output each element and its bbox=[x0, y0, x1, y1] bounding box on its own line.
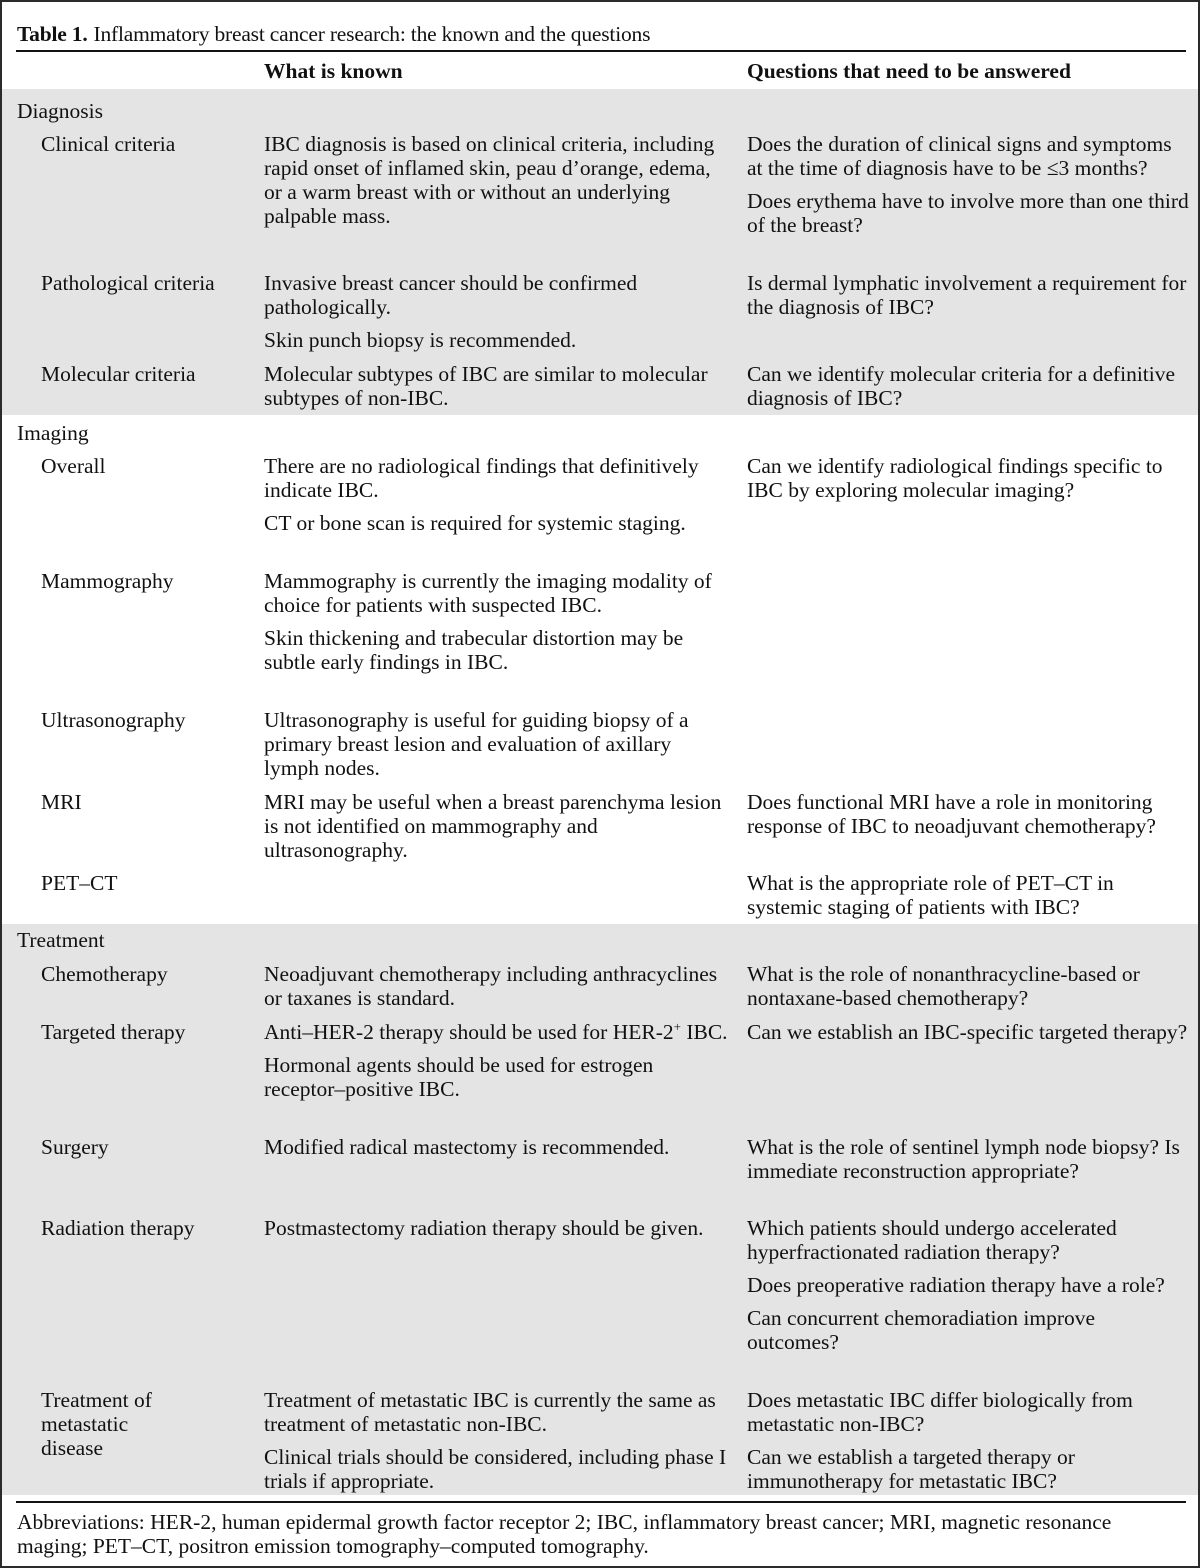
questions-cell bbox=[747, 271, 1192, 319]
known-cell bbox=[264, 1020, 729, 1101]
header-questions: Questions that need to be answered bbox=[747, 59, 1071, 83]
section-imaging bbox=[2, 415, 1198, 924]
question-item: Can we identify radiological findings specific to IBC by exploring molecular imaging? bbox=[747, 454, 1163, 502]
table-caption: Inflammatory breast cancer research: the known and the questions bbox=[93, 22, 651, 46]
question-item: What is the role of nonanthracycline-based or nontaxane-based chemotherapy? bbox=[747, 962, 1140, 1010]
questions-cell bbox=[747, 962, 1192, 1010]
row-category: Pathological criteria bbox=[41, 271, 215, 295]
known-cell bbox=[264, 1388, 729, 1493]
row-category: Overall bbox=[41, 454, 106, 478]
row-category: Ultrasonography bbox=[41, 708, 186, 732]
questions-cell bbox=[747, 1216, 1192, 1354]
question-item: Which patients should undergo accelerated hyperfractionated radiation therapy? bbox=[747, 1216, 1117, 1264]
section-label: Treatment bbox=[17, 928, 105, 952]
known-item: Skin thickening and trabecular distortion may be subtle early findings in IBC. bbox=[264, 626, 684, 674]
question-item: Does the duration of clinical signs and symptoms at the time of diagnosis have to be ≤3 months? bbox=[747, 132, 1172, 180]
header-known: What is known bbox=[264, 59, 403, 83]
row-category: Targeted therapy bbox=[41, 1020, 186, 1044]
known-item: Invasive breast cancer should be confirmed pathologically. bbox=[264, 271, 638, 319]
row-category: Chemotherapy bbox=[41, 962, 168, 986]
row-category: MRI bbox=[41, 790, 82, 814]
known-cell bbox=[264, 569, 729, 674]
question-item: Can we identify molecular criteria for a definitive diagnosis of IBC? bbox=[747, 362, 1176, 410]
questions-cell bbox=[747, 362, 1192, 410]
questions-cell bbox=[747, 454, 1192, 502]
section-label: Imaging bbox=[17, 421, 89, 445]
known-item: Modified radical mastectomy is recommended. bbox=[264, 1135, 670, 1159]
known-cell bbox=[264, 962, 729, 1010]
questions-cell bbox=[747, 871, 1192, 919]
questions-cell bbox=[747, 1020, 1192, 1044]
question-item: What is the role of sentinel lymph node biopsy? Is immediate reconstruction appropriate? bbox=[747, 1135, 1180, 1183]
known-cell bbox=[264, 1216, 729, 1240]
title-rule bbox=[16, 50, 1186, 52]
known-item: Mammography is currently the imaging modality of choice for patients with suspected IBC. bbox=[264, 569, 712, 617]
table-label: Table 1. bbox=[17, 22, 88, 46]
question-item: Does preoperative radiation therapy have a role? bbox=[747, 1273, 1165, 1297]
section-diagnosis bbox=[2, 89, 1198, 415]
known-cell bbox=[264, 454, 729, 535]
row-category: Radiation therapy bbox=[41, 1216, 195, 1240]
known-item: Anti–HER-2 therapy should be used for HER-2+ IBC. bbox=[264, 1018, 728, 1044]
row-category: Molecular criteria bbox=[41, 362, 196, 386]
section-label: Diagnosis bbox=[17, 99, 103, 123]
known-item: Clinical trials should be considered, including phase I trials if appropriate. bbox=[264, 1445, 727, 1493]
row-category: Surgery bbox=[41, 1135, 109, 1159]
row-category: PET–CT bbox=[41, 871, 118, 895]
known-cell bbox=[264, 362, 729, 410]
question-item: Can we establish an IBC-specific targeted therapy? bbox=[747, 1020, 1188, 1044]
known-item: IBC diagnosis is based on clinical criteria, including rapid onset of inflamed skin, peau d’orange, edema, or a warm breast with or without an underlying palpable mass. bbox=[264, 132, 715, 228]
known-item: Molecular subtypes of IBC are similar to molecular subtypes of non-IBC. bbox=[264, 362, 708, 410]
question-item: Can we establish a targeted therapy or immunotherapy for metastatic IBC? bbox=[747, 1445, 1075, 1493]
question-item: Is dermal lymphatic involvement a requirement for the diagnosis of IBC? bbox=[747, 271, 1187, 319]
row-category: Treatment of metastatic disease bbox=[41, 1388, 152, 1460]
question-item: Does erythema have to involve more than one third of the breast? bbox=[747, 189, 1189, 237]
known-item: Hormonal agents should be used for estrogen receptor–positive IBC. bbox=[264, 1053, 654, 1101]
superscript-plus: + bbox=[673, 1018, 681, 1034]
row-category: Mammography bbox=[41, 569, 174, 593]
known-cell bbox=[264, 708, 729, 780]
footnote-rule bbox=[16, 1501, 1186, 1503]
questions-cell bbox=[747, 132, 1192, 237]
known-item: Skin punch biopsy is recommended. bbox=[264, 328, 577, 352]
question-item: Does metastatic IBC differ biologically from metastatic non-IBC? bbox=[747, 1388, 1133, 1436]
known-item: There are no radiological findings that definitively indicate IBC. bbox=[264, 454, 699, 502]
question-item: Does functional MRI have a role in monitoring response of IBC to neoadjuvant chemotherapy? bbox=[747, 790, 1156, 838]
known-cell bbox=[264, 132, 729, 228]
questions-cell bbox=[747, 1135, 1192, 1183]
known-item: Postmastectomy radiation therapy should be given. bbox=[264, 1216, 704, 1240]
known-item: Treatment of metastatic IBC is currently the same as treatment of metastatic non-IBC. bbox=[264, 1388, 716, 1436]
section-treatment bbox=[2, 924, 1198, 1495]
table-title bbox=[17, 22, 650, 46]
questions-cell bbox=[747, 790, 1192, 838]
known-item: CT or bone scan is required for systemic staging. bbox=[264, 511, 686, 535]
known-cell bbox=[264, 790, 729, 862]
abbreviations-footnote: Abbreviations: HER-2, human epidermal growth factor receptor 2; IBC, inflammatory breast cancer; MRI, magnetic resonance maging; PET–CT, positron emission tomography–computed tomography. bbox=[17, 1510, 1112, 1558]
questions-cell bbox=[747, 1388, 1192, 1493]
question-item: Can concurrent chemoradiation improve outcomes? bbox=[747, 1306, 1096, 1354]
known-cell bbox=[264, 1135, 729, 1159]
question-item: What is the appropriate role of PET–CT in systemic staging of patients with IBC? bbox=[747, 871, 1114, 919]
known-cell bbox=[264, 271, 729, 352]
known-item: Neoadjuvant chemotherapy including anthracyclines or taxanes is standard. bbox=[264, 962, 718, 1010]
row-category: Clinical criteria bbox=[41, 132, 176, 156]
known-item: MRI may be useful when a breast parenchyma lesion is not identified on mammography and ultrasonography. bbox=[264, 790, 722, 862]
known-item: Ultrasonography is useful for guiding biopsy of a primary breast lesion and evaluation of axillary lymph nodes. bbox=[264, 708, 689, 780]
